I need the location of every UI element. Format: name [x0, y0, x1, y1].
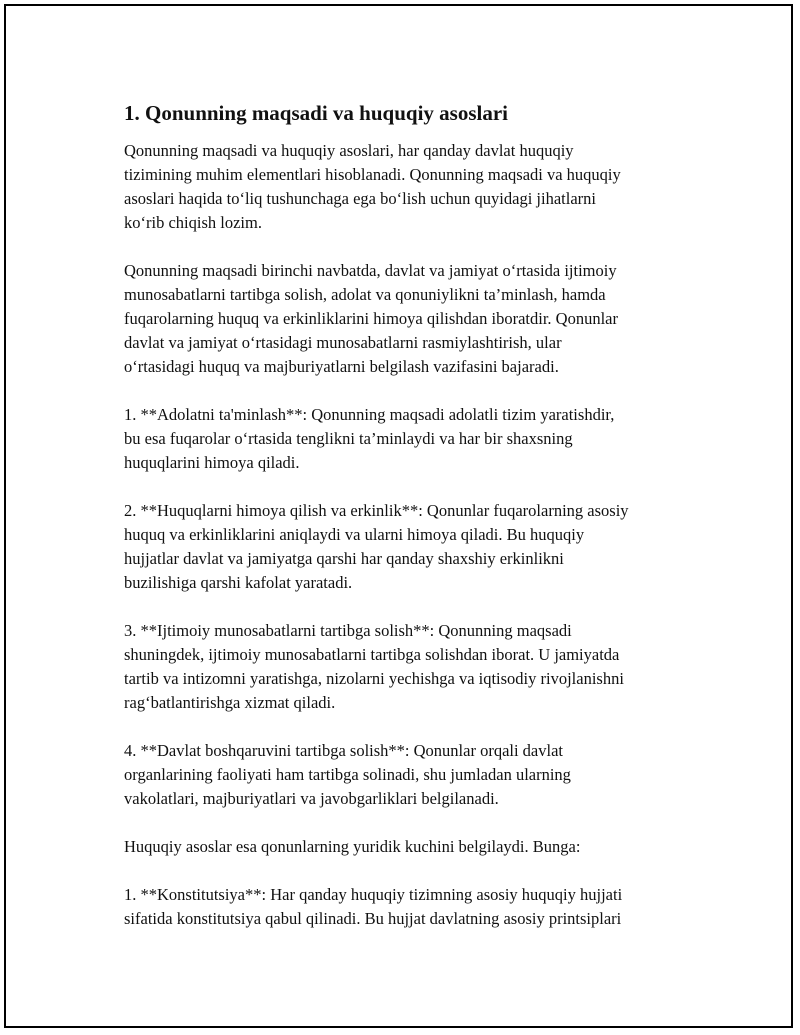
list-item-constitution — [124, 883, 694, 931]
text-line: shuningdek, ijtimoiy munosabatlarni tartibga solishdan iborat. U jamiyatda — [124, 645, 620, 664]
text-line: rag‘batlantirishga xizmat qiladi. — [124, 693, 336, 712]
text-line: ko‘rib chiqish lozim. — [124, 213, 262, 232]
text-line: huquqlarini himoya qiladi. — [124, 453, 300, 472]
text-line: 1. **Konstitutsiya**: Har qanday huquqiy tizimning asosiy huquqiy hujjati — [124, 885, 623, 904]
text-line: Qonunning maqsadi birinchi navbatda, davlat va jamiyat o‘rtasida ijtimoiy — [124, 261, 617, 280]
text-line: bu esa fuqarolar o‘rtasida tenglikni ta’minlaydi va har bir shaxsning — [124, 429, 573, 448]
paragraph-purpose — [124, 259, 694, 379]
text-line: buzilishiga qarshi kafolat yaratadi. — [124, 573, 353, 592]
text-line: 1. **Adolatni ta'minlash**: Qonunning maqsadi adolatli tizim yaratishdir, — [124, 405, 615, 424]
document-body — [124, 99, 694, 955]
text-line: Huquqiy asoslar esa qonunlarning yuridik kuchini belgilaydi. Bunga: — [124, 837, 581, 856]
list-item-1-justice — [124, 403, 694, 475]
text-line: organlarining faoliyati ham tartibga solinadi, shu jumladan ularning — [124, 765, 571, 784]
text-line: munosabatlarni tartibga solish, adolat va qonuniylikni ta’minlash, hamda — [124, 285, 606, 304]
text-line: 2. **Huquqlarni himoya qilish va erkinlik**: Qonunlar fuqarolarning asosiy — [124, 501, 629, 520]
list-item-3-social — [124, 619, 694, 715]
text-line: vakolatlari, majburiyatlari va javobgarliklari belgilanadi. — [124, 789, 499, 808]
text-line: 3. **Ijtimoiy munosabatlarni tartibga solish**: Qonunning maqsadi — [124, 621, 572, 640]
text-line: hujjatlar davlat va jamiyatga qarshi har qanday shaxshiy erkinlikni — [124, 549, 564, 568]
page-frame — [4, 4, 793, 1028]
paragraph-legal-bases — [124, 835, 694, 859]
text-line: o‘rtasidagi huquq va majburiyatlarni belgilash vazifasini bajaradi. — [124, 357, 559, 376]
text-line: asoslari haqida to‘liq tushunchaga ega bo‘lish uchun quyidagi jihatlarni — [124, 189, 596, 208]
paragraph-intro — [124, 139, 694, 235]
text-line: Qonunning maqsadi va huquqiy asoslari, har qanday davlat huquqiy — [124, 141, 574, 160]
list-item-4-governance — [124, 739, 694, 811]
text-line: huquq va erkinliklarini aniqlaydi va ularni himoya qiladi. Bu huquqiy — [124, 525, 585, 544]
text-line: fuqarolarning huquq va erkinliklarini himoya qilishdan iboratdir. Qonunlar — [124, 309, 618, 328]
text-line: 4. **Davlat boshqaruvini tartibga solish**: Qonunlar orqali davlat — [124, 741, 563, 760]
text-line: tizimining muhim elementlari hisoblanadi. Qonunning maqsadi va huquqiy — [124, 165, 621, 184]
text-line: davlat va jamiyat o‘rtasidagi munosabatlarni rasmiylashtirish, ular — [124, 333, 562, 352]
list-item-2-rights — [124, 499, 694, 595]
section-heading: 1. Qonunning maqsadi va huquqiy asoslari — [124, 101, 508, 125]
text-line: tartib va intizomni yaratishga, nizolarni yechishga va iqtisodiy rivojlanishni — [124, 669, 624, 688]
text-line: sifatida konstitutsiya qabul qilinadi. Bu hujjat davlatning asosiy printsiplari — [124, 909, 622, 928]
